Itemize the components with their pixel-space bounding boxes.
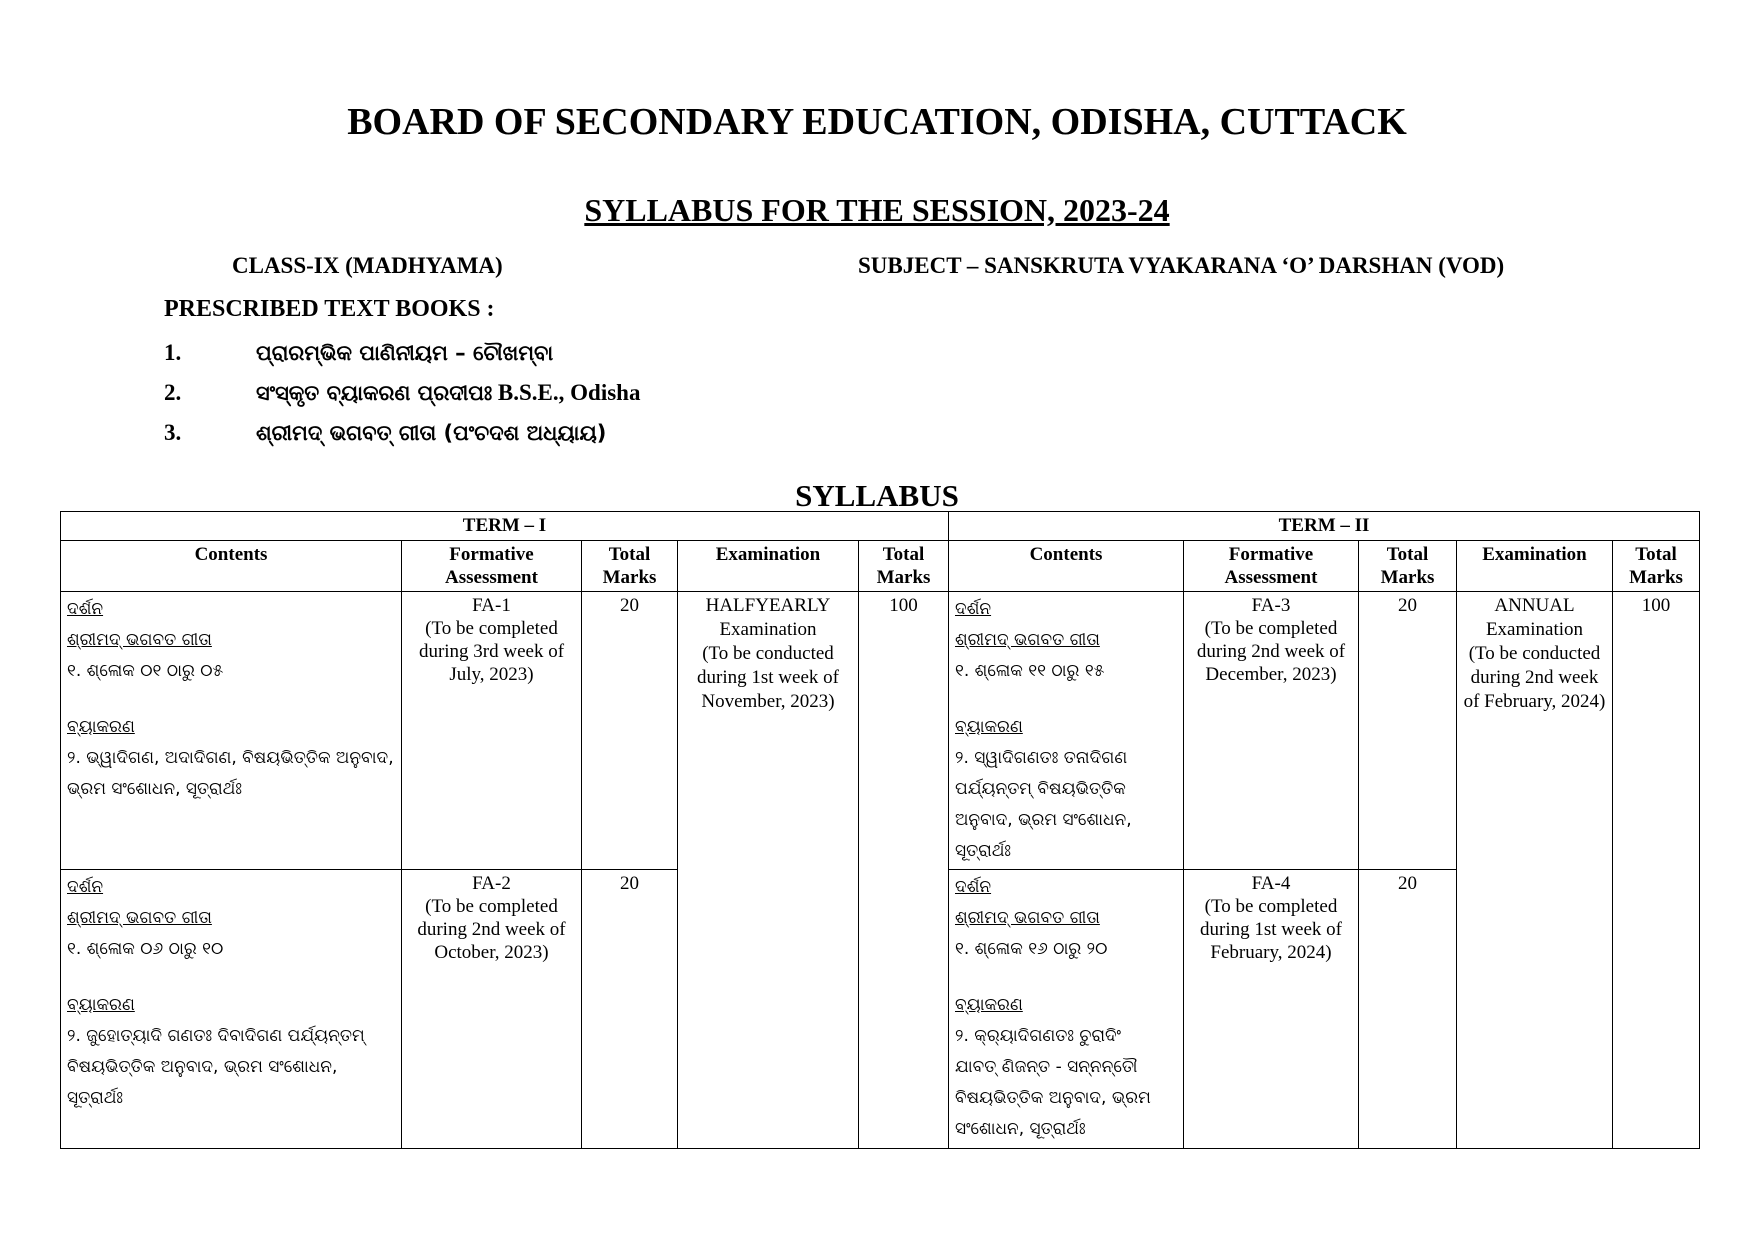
darshan-heading: ଦର୍ଶନ <box>67 877 104 897</box>
book-title: ସଂସ୍କୃତ ବ୍ୟାକରଣ ପ୍ରଦୀପଃ <box>256 381 493 405</box>
fa-marks-cell: 20 <box>582 870 678 1149</box>
page-subtitle: SYLLABUS FOR THE SESSION, 2023-24 <box>584 192 1170 228</box>
syllabus-heading: SYLLABUS <box>795 478 959 513</box>
book-item <box>164 340 553 366</box>
vyakarana-heading: ବ୍ୟାକରଣ <box>955 717 1023 737</box>
fa-cell <box>402 592 582 870</box>
fa-schedule: (To be completed during 2nd week of December, 2023) <box>1196 618 1346 685</box>
examination-header: Examination <box>678 541 859 592</box>
annual-exam-cell <box>1457 592 1613 1149</box>
gita-title: ଶ୍ରୀମଦ୍ ଭଗବତ ଗୀତା <box>955 908 1100 928</box>
term2-contents-cell <box>949 870 1184 1149</box>
darshan-heading: ଦର୍ଶନ <box>955 877 992 897</box>
fa-marks-cell: 20 <box>1359 592 1457 870</box>
fa-cell <box>1184 592 1359 870</box>
fa-cell <box>402 870 582 1149</box>
fa-schedule: (To be completed during 2nd week of October, 2023) <box>417 896 566 963</box>
exam-name: ANNUAL <box>1494 595 1575 616</box>
grammar-line: ୨. ଭ୍ୱାଦିଗଣ, ଅଦାଦିଗଣ, ବିଷୟଭିତ୍ତିକ ଅନୁବାଦ, <box>67 748 394 768</box>
grammar-line: ପର୍ଯ୍ୟନ୍ତମ୍ ବିଷୟଭିତ୍ତିକ <box>955 779 1126 799</box>
shloka-range: ୧. ଶ୍ଳୋକ ୦୧ ଠାରୁ ୦୫ <box>67 661 224 681</box>
darshan-heading: ଦର୍ଶନ <box>955 599 992 619</box>
table-row <box>61 592 1700 870</box>
term1-contents-cell <box>61 592 402 870</box>
total-marks-header: Total Marks <box>1613 541 1700 592</box>
book-number: 1. <box>164 340 182 365</box>
exam-label: Examination <box>719 619 817 640</box>
exam-schedule: (To be conducted during 2nd week of February, 2024) <box>1463 643 1606 712</box>
fa-schedule: (To be completed during 3rd week of July, 2023) <box>418 618 565 685</box>
shloka-range: ୧. ଶ୍ଳୋକ ୧୧ ଠାରୁ ୧୫ <box>955 661 1105 681</box>
exam-schedule: (To be conducted during 1st week of November, 2023) <box>697 643 839 712</box>
formative-assessment-header: Formative Assessment <box>1184 541 1359 592</box>
examination-header: Examination <box>1457 541 1613 592</box>
total-marks-header: Total Marks <box>582 541 678 592</box>
fa-label: FA-1 <box>472 595 511 616</box>
term-2-header: TERM – II <box>949 512 1700 541</box>
grammar-line: ବିଷୟଭିତ୍ତିକ ଅନୁବାଦ, ଭ୍ରମ <box>955 1088 1151 1108</box>
fa-label: FA-3 <box>1251 595 1291 616</box>
book-publisher: B.S.E., Odisha <box>492 380 641 405</box>
column-header-row <box>61 541 1700 592</box>
term1-contents-cell <box>61 870 402 1149</box>
book-number: 3. <box>164 420 182 445</box>
grammar-line: ୨. ଜୁହୋତ୍ୟାଦି ଗଣତଃ ଦିବାଦିଗଣ ପର୍ଯ୍ୟନ୍ତମ୍ <box>67 1026 365 1046</box>
shloka-range: ୧. ଶ୍ଳୋକ ୧୬ ଠାରୁ ୨୦ <box>955 939 1108 959</box>
gita-title: ଶ୍ରୀମଦ୍ ଭଗବତ ଗୀତା <box>67 630 212 650</box>
subject-label: SUBJECT – SANSKRUTA VYAKARANA ‘O’ DARSHAN (VOD) <box>858 253 1505 278</box>
shloka-range: ୧. ଶ୍ଳୋକ ୦୬ ଠାରୁ ୧୦ <box>67 939 224 959</box>
book-title: ଶ୍ରୀମଦ୍ ଭଗବତ୍ ଗୀତା (ପଂଚଦଶ ଅଧ୍ୟାୟ) <box>256 421 607 445</box>
darshan-heading: ଦର୍ଶନ <box>67 599 104 619</box>
term2-contents-cell <box>949 592 1184 870</box>
prescribed-books-heading: PRESCRIBED TEXT BOOKS : <box>164 296 495 322</box>
grammar-line: ସୂତ୍ରାର୍ଥଃ <box>67 1088 124 1108</box>
class-label: CLASS-IX (MADHYAMA) <box>232 253 503 278</box>
fa-schedule: (To be completed during 1st week of February, 2024) <box>1200 896 1342 963</box>
term-1-header: TERM – I <box>61 512 949 541</box>
grammar-line: ଯାବତ୍ ଣିଜନ୍ତ - ସନ୍ନନ୍ତୌ <box>955 1057 1138 1077</box>
fa-label: FA-2 <box>472 873 511 894</box>
fa-marks-cell: 20 <box>1359 870 1457 1149</box>
gita-title: ଶ୍ରୀମଦ୍ ଭଗବତ ଗୀତା <box>67 908 212 928</box>
exam-label: Examination <box>1485 619 1584 640</box>
total-marks-header: Total Marks <box>1359 541 1457 592</box>
exam-marks-cell: 100 <box>859 592 949 1149</box>
grammar-line: ୨. କ୍ର୍ୟାଦିଗଣତଃ ଚୁରାଦିଂ <box>955 1026 1122 1046</box>
exam-marks-cell: 100 <box>1613 592 1700 1149</box>
grammar-line: ସୂତ୍ରାର୍ଥଃ <box>955 841 1012 861</box>
vyakarana-heading: ବ୍ୟାକରଣ <box>67 995 135 1015</box>
vyakarana-heading: ବ୍ୟାକରଣ <box>67 717 135 737</box>
gita-title: ଶ୍ରୀମଦ୍ ଭଗବତ ଗୀତା <box>955 630 1100 650</box>
contents-header: Contents <box>61 541 402 592</box>
grammar-line: ସଂଶୋଧନ, ସୂତ୍ରାର୍ଥଃ <box>955 1119 1086 1139</box>
grammar-line: ଅନୁବାଦ, ଭ୍ରମ ସଂଶୋଧନ, <box>955 810 1132 830</box>
book-title: ପ୍ରାରମ୍ଭିକ ପାଣିନୀୟମ – ଚୌଖମ୍ବା <box>256 341 554 365</box>
fa-label: FA-4 <box>1251 873 1291 894</box>
syllabus-table <box>60 511 1700 1149</box>
grammar-line: ଭ୍ରମ ସଂଶୋଧନ, ସୂତ୍ରାର୍ଥଃ <box>67 779 242 799</box>
vyakarana-heading: ବ୍ୟାକରଣ <box>955 995 1023 1015</box>
fa-cell <box>1184 870 1359 1149</box>
fa-marks-cell: 20 <box>582 592 678 870</box>
grammar-line: ବିଷୟଭିତ୍ତିକ ଅନୁବାଦ, ଭ୍ରମ ସଂଶୋଧନ, <box>67 1057 338 1077</box>
contents-header: Contents <box>949 541 1184 592</box>
page-title: BOARD OF SECONDARY EDUCATION, ODISHA, CUTTACK <box>347 101 1407 143</box>
grammar-line: ୨. ସ୍ୱାଦିଗଣତଃ ତନାଦିଗଣ <box>955 748 1128 768</box>
total-marks-header: Total Marks <box>859 541 949 592</box>
halfyearly-exam-cell <box>678 592 859 1149</box>
exam-name: HALFYEARLY <box>705 595 831 616</box>
book-number: 2. <box>164 380 182 405</box>
book-item <box>164 380 640 406</box>
book-item <box>164 420 606 446</box>
formative-assessment-header: Formative Assessment <box>402 541 582 592</box>
